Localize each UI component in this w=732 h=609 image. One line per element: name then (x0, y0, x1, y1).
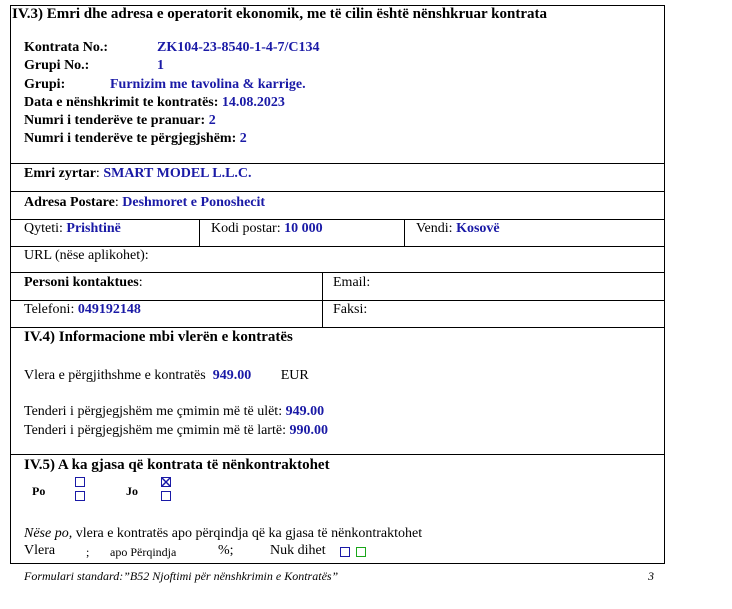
yes-checkbox[interactable] (75, 477, 85, 487)
footer-form-name: Formulari standard:”B52 Njoftimi për nënshkrimin e Kontratës” (24, 569, 339, 583)
url-label: URL (nëse aplikohet): (24, 248, 149, 263)
official-name-row: Emri zyrtar: SMART MODEL L.L.C. (24, 166, 252, 181)
tenders-responsive-label: Numri i tenderëve te përgjegjshëm: (24, 131, 237, 146)
tenders-responsive-row (24, 131, 247, 147)
if-yes-row (24, 526, 422, 542)
group-value: Furnizim me tavolina & karrige. (110, 77, 306, 92)
if-yes-italic: Nëse po, (24, 526, 73, 541)
yes-label: Po (32, 484, 46, 498)
fax-label: Faksi: (333, 302, 368, 317)
divider (11, 454, 664, 455)
postal-code-label: Kodi postar: (211, 221, 281, 236)
divider (11, 163, 664, 164)
city-value: Prishtinë (66, 221, 121, 236)
highest-tender-label: Tenderi i përgjegjshëm me çmimin më të lartë: (24, 423, 286, 438)
city-label: Qyteti: (24, 221, 63, 236)
divider (322, 272, 323, 327)
lowest-tender-row (24, 404, 324, 420)
percent-sign: %; (218, 543, 234, 558)
tenders-received-label: Numri i tenderëve te pranuar: (24, 113, 206, 128)
phone-value: 049192148 (77, 302, 141, 317)
contract-no-value: ZK104-23-8540-1-4-7/C134 (157, 40, 320, 55)
phone-row (24, 302, 141, 318)
email-label: Email: (333, 275, 371, 290)
contact-label: Personi kontaktues (24, 275, 139, 290)
no-checkbox-alt[interactable] (161, 491, 171, 501)
contract-no-label: Kontrata No.: (24, 40, 108, 55)
contact-row: Personi kontaktues: (24, 275, 143, 290)
total-value-amount: 949.00 (212, 368, 252, 383)
semicolon: ; (86, 545, 90, 559)
highest-tender-value: 990.00 (289, 423, 328, 438)
unknown-label: Nuk dihet (270, 543, 326, 558)
total-value-label: Vlera e përgjithshme e kontratës (24, 368, 206, 383)
sign-date-row (24, 95, 285, 111)
sign-date-value: 14.08.2023 (221, 95, 285, 110)
highest-tender-row (24, 423, 328, 439)
divider (11, 327, 664, 328)
divider (11, 246, 664, 247)
currency-label: EUR (280, 368, 309, 383)
unknown-checkbox-alt[interactable] (356, 547, 366, 557)
country-label: Vendi: (416, 221, 453, 236)
check-x-icon (162, 478, 170, 486)
postal-code-value: 10 000 (284, 221, 323, 236)
tenders-received-value: 2 (208, 113, 216, 128)
city-row (24, 221, 121, 237)
section-title-iv3: IV.3) Emri dhe adresa e operatorit ekonomik, me të cilin është nënshkruar kontrata (12, 6, 547, 22)
section-title-iv5: IV.5) A ka gjasa që kontrata të nënkontraktohet (24, 457, 330, 473)
value-label: Vlera (24, 543, 56, 558)
sign-date-label: Data e nënshkrimit te kontratës: (24, 95, 219, 110)
official-name-value: SMART MODEL L.L.C. (103, 166, 252, 181)
no-label: Jo (126, 484, 138, 498)
divider (11, 191, 664, 192)
postal-code-row (211, 221, 323, 237)
lowest-tender-label: Tenderi i përgjegjshëm me çmimin më të ulët: (24, 404, 283, 419)
divider (11, 219, 664, 220)
divider (11, 272, 664, 273)
group-no-value: 1 (157, 58, 164, 73)
yes-checkbox-alt[interactable] (75, 491, 85, 501)
total-value-row (24, 368, 309, 384)
tenders-responsive-value: 2 (239, 131, 247, 146)
section-title-iv4: IV.4) Informacione mbi vlerën e kontratës (24, 329, 293, 345)
page-number: 3 (648, 569, 654, 583)
if-yes-text: vlera e kontratës apo përqindja që ka gjasa të nënkontraktohet (75, 526, 423, 541)
tenders-received-row (24, 113, 216, 129)
country-row (416, 221, 500, 237)
phone-label: Telefoni: (24, 302, 75, 317)
country-value: Kosovë (456, 221, 500, 236)
percent-label: apo Përqindja (110, 545, 177, 559)
group-label: Grupi: (24, 77, 66, 92)
postal-address-row: Adresa Postare: Deshmoret e Ponoshecit (24, 195, 266, 210)
unknown-checkbox[interactable] (340, 547, 350, 557)
group-no-label: Grupi No.: (24, 58, 90, 73)
postal-address-value: Deshmoret e Ponoshecit (122, 195, 266, 210)
divider (11, 300, 664, 301)
no-checkbox-checked[interactable] (161, 477, 171, 487)
official-name-label: Emri zyrtar (24, 166, 96, 181)
divider (199, 219, 200, 246)
lowest-tender-value: 949.00 (285, 404, 325, 419)
divider (404, 219, 405, 246)
postal-address-label: Adresa Postare (24, 195, 115, 210)
